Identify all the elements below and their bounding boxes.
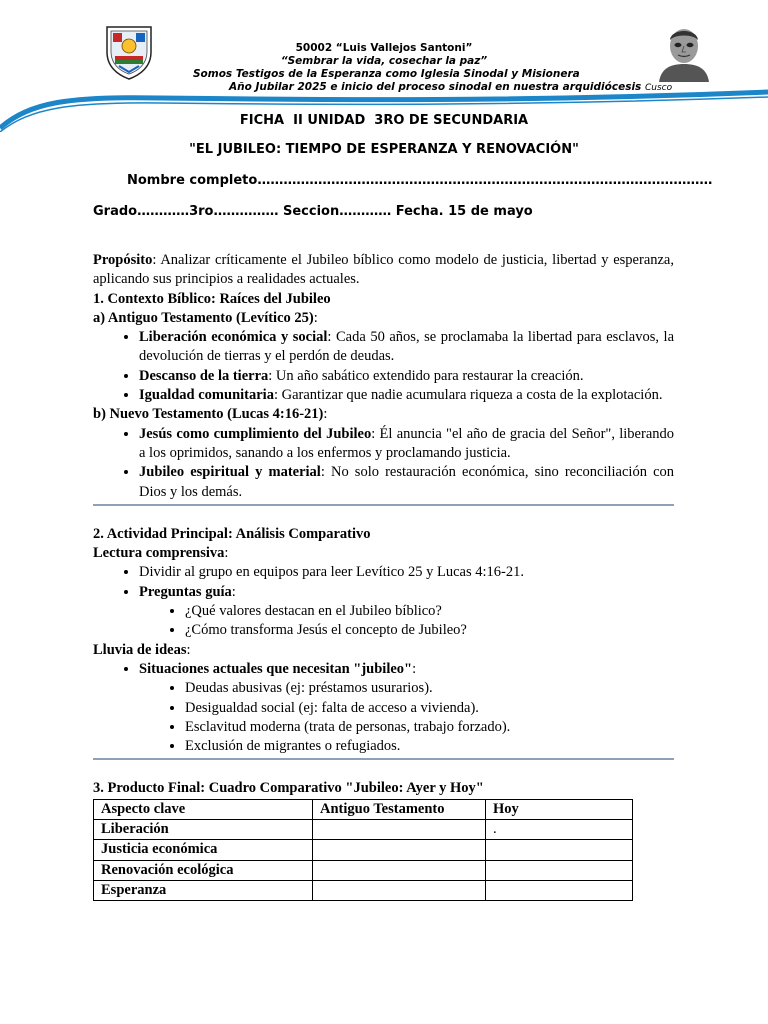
lluvia-list [93, 660, 674, 756]
table-cell: Liberación [94, 820, 313, 840]
list-item: • ¿Cómo transforma Jesús el concepto de Jubileo? [185, 621, 674, 640]
table-cell[interactable] [313, 880, 486, 900]
section1b-title: b) Nuevo Testamento (Lucas 4:16-21): [93, 406, 328, 423]
list-item: • Dividir al grupo en equipos para leer Levítico 25 y Lucas 4:16-21. [139, 563, 674, 582]
lluvia-label: Lluvia de ideas: [93, 641, 191, 658]
table-header-cell: Aspecto clave [94, 799, 313, 819]
section3-title: 3. Producto Final: Cuadro Comparativo "Jubileo: Ayer y Hoy" [93, 780, 484, 797]
section1a-list [93, 328, 674, 405]
table-header-cell: Antiguo Testamento [313, 799, 486, 819]
list-item: • Jubileo espiritual y material: No solo restauración económica, sino reconciliación con Dios y los demás. [139, 463, 674, 502]
list-item: • Esclavitud moderna (trata de personas, trabajo forzado). [185, 718, 674, 737]
proposito-text: : Analizar críticamente el Jubileo bíblico como modelo de justicia, libertad y esperanza, aplicando sus principios a realidades actuales. [93, 252, 674, 288]
table-cell[interactable] [313, 860, 486, 880]
table-cell[interactable] [486, 880, 633, 900]
preguntas-list [139, 602, 674, 641]
school-name: 50002 “Luis Vallejos Santoni” [295, 42, 473, 54]
founder-portrait [657, 24, 711, 82]
jubilar-city: Cusco [644, 83, 673, 93]
list-item: • ¿Qué valores destacan en el Jubileo bíblico? [185, 602, 674, 621]
situaciones-list [139, 679, 674, 756]
section1-title: 1. Contexto Bíblico: Raíces del Jubileo [93, 290, 331, 307]
proposito-label: Propósito [93, 252, 153, 268]
proposito [93, 251, 674, 290]
list-item: • Exclusión de migrantes o refugiados. [185, 737, 674, 756]
list-item: • Situaciones actuales que necesitan "jubileo": • Deudas abusivas (ej: préstamos usurarios). • Desigualdad social (ej: falta de acceso a vivienda). • Esclavitud moderna (trata de personas, trabajo forzado). • Exclusión de migrantes o refugiados. [139, 660, 674, 756]
jubilar-text: Año Jubilar 2025 e inicio del proceso sinodal en nuestra arquidiócesis [229, 81, 642, 93]
section1a-title: a) Antiguo Testamento (Levítico 25): [93, 309, 318, 326]
list-item: • Descanso de la tierra: Un año sabático extendido para restaurar la creación. [139, 367, 674, 386]
list-item: • Deudas abusivas (ej: préstamos usurarios). [185, 679, 674, 698]
lectura-label: Lectura comprensiva: [93, 545, 229, 562]
testigos-line: Somos Testigos de la Esperanza como Iglesia Sinodal y Misionera [193, 68, 580, 80]
table-cell[interactable] [486, 840, 633, 860]
table-header-row [94, 799, 633, 819]
table-cell: Esperanza [94, 880, 313, 900]
document-body [93, 251, 674, 901]
table-cell[interactable] [313, 840, 486, 860]
list-item: • Igualdad comunitaria: Garantizar que nadie acumulara riqueza a costa de la explotación. [139, 386, 674, 405]
ficha-subtitle: "EL JUBILEO: TIEMPO DE ESPERANZA Y RENOVACIÓN" [189, 142, 579, 157]
list-item: • Preguntas guía: • ¿Qué valores destacan en el Jubileo bíblico? • ¿Cómo transforma Jesús el concepto de Jubileo? [139, 583, 674, 641]
table-cell: Justicia económica [94, 840, 313, 860]
table-cell[interactable] [486, 860, 633, 880]
table-row [94, 840, 633, 860]
comparison-table [93, 799, 633, 901]
list-item: • Desigualdad social (ej: falta de acceso a vivienda). [185, 699, 674, 718]
table-header-cell: Hoy [486, 799, 633, 819]
table-cell[interactable] [313, 820, 486, 840]
table-row [94, 880, 633, 900]
list-item: • Jesús como cumplimiento del Jubileo: Él anuncia "el año de gracia del Señor", liberando a los oprimidos, sanando a los enfermos y proclamando justicia. [139, 425, 674, 464]
section2-title: 2. Actividad Principal: Análisis Comparativo [93, 525, 371, 542]
ficha-title: FICHA II UNIDAD 3RO DE SECUNDARIA [239, 113, 529, 128]
school-motto: “Sembrar la vida, cosechar la paz” [280, 55, 488, 67]
nombre-field[interactable]: Nombre completo…………………………………………………………………………………………… [127, 173, 713, 188]
table-cell: Renovación ecológica [94, 860, 313, 880]
table-cell[interactable]: . [486, 820, 633, 840]
table-row [94, 820, 633, 840]
lectura-list [93, 563, 674, 640]
section1b-list [93, 425, 674, 502]
table-row [94, 860, 633, 880]
grado-line: Grado…………3ro…………… Seccion………… Fecha. 15 de mayo [93, 204, 533, 219]
list-item: • Liberación económica y social: Cada 50 años, se proclamaba la libertad para esclavos, la devolución de tierras y el perdón de deudas. [139, 328, 674, 367]
